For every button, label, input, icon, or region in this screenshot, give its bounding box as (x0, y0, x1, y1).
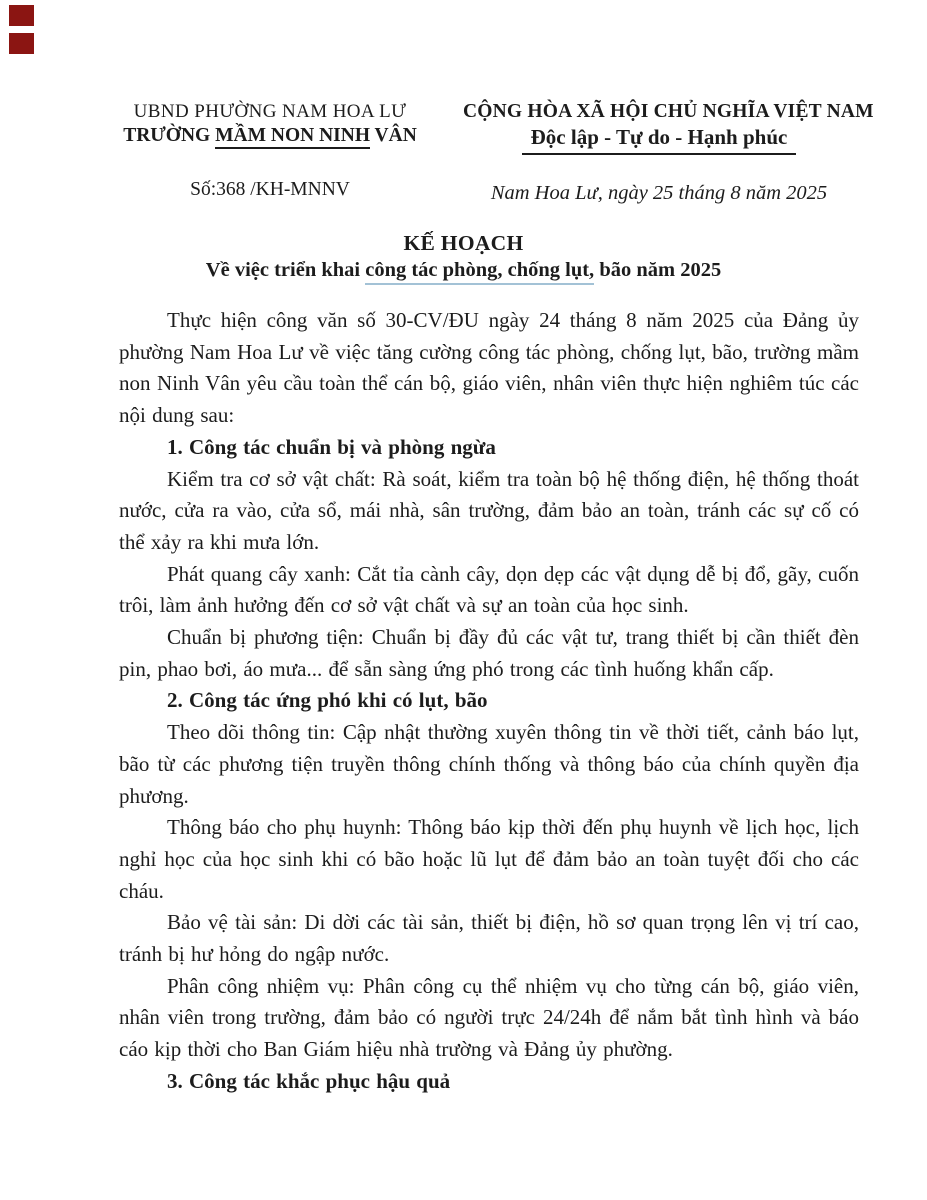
national-title: CỘNG HÒA XÃ HỘI CHỦ NGHĨA VIỆT NAM (463, 101, 874, 122)
issuing-org-block (103, 100, 437, 205)
section-heading: 2. Công tác ứng phó khi có lụt, bão (167, 688, 488, 713)
document-header (0, 0, 927, 205)
paragraph: Bảo vệ tài sản: Di dời các tài sản, thiết bị điện, hồ sơ quan trọng lên vị trí cao, tránh bị hư hỏng do ngập nước. (119, 910, 859, 967)
paragraph: Theo dõi thông tin: Cập nhật thường xuyên thông tin về thời tiết, cảnh báo lụt, bão từ các phương tiện truyền thông chính thống và thông báo của chính quyền địa phương. (119, 720, 859, 808)
paragraph: Phân công nhiệm vụ: Phân công cụ thể nhiệm vụ cho từng cán bộ, giáo viên, nhân viên trong trường, đảm bảo có người trực 24/24h để nắm bắt tình hình và báo cáo kịp thời cho Ban Giám hiệu nhà trường và Đảng ủy phường. (119, 973, 859, 1062)
place-date-line: Nam Hoa Lư, ngày 25 tháng 8 năm 2025 (490, 182, 828, 204)
document-subtitle: Về việc triển khai công tác phòng, chống lụt, bão năm 2025 (0, 257, 927, 284)
paragraph: Chuẩn bị phương tiện: Chuẩn bị đầy đủ các vật tư, trang thiết bị cần thiết đèn pin, phao bơi, áo mưa... để sẵn sàng ứng phó trong các tình huống khẩn cấp. (119, 625, 859, 681)
document-number: Số:368 /KH-MNNV (190, 179, 350, 200)
red-mark (9, 5, 34, 26)
section-heading: 1. Công tác chuẩn bị và phòng ngừa (167, 434, 496, 459)
paragraph: Thông báo cho phụ huynh: Thông báo kịp thời đến phụ huynh về lịch học, lịch nghỉ học của học sinh khi có bão hoặc lũ lụt để đảm bảo an toàn tuyệt đối cho các cháu. (119, 815, 859, 903)
paragraph: Phát quang cây xanh: Cắt tỉa cành cây, dọn dẹp các vật dụng dễ bị đổ, gãy, cuốn trôi, làm ảnh hưởng đến cơ sở vật chất và sự an toàn của học sinh. (119, 561, 859, 618)
document-title: KẾ HOẠCH (403, 231, 524, 255)
scan-corner-marks (9, 5, 34, 61)
parent-org-name: UBND PHƯỜNG NAM HOA LƯ (133, 101, 407, 122)
national-motto: Độc lập - Tự do - Hạnh phúc (463, 125, 855, 155)
national-motto-block (463, 100, 874, 205)
grammar-underline: công tác phòng, chống lụt, (365, 259, 594, 285)
paragraph: Thực hiện công văn số 30-CV/ĐU ngày 24 tháng 8 năm 2025 của Đảng ủy phường Nam Hoa Lư về việc tăng cường công tác phòng, chống lụt, bão, trường mầm non Ninh Vân yêu cầu toàn thể cán bộ, giáo viên, nhân viên thực hiện nghiêm túc các nội dung sau: (119, 308, 859, 428)
school-name: TRƯỜNG MẦM NON NINH VÂN (103, 123, 437, 148)
document-body (0, 305, 927, 1098)
document-title-block (0, 230, 927, 284)
section-heading: 3. Công tác khắc phục hậu quả (167, 1068, 451, 1093)
red-mark (9, 33, 34, 54)
paragraph: Kiểm tra cơ sở vật chất: Rà soát, kiểm tra toàn bộ hệ thống điện, hệ thống thoát nước, cửa ra vào, cửa sổ, mái nhà, sân trường, đảm bảo an toàn, tránh các sự cố có thể xảy ra khi mưa lớn. (119, 466, 859, 554)
